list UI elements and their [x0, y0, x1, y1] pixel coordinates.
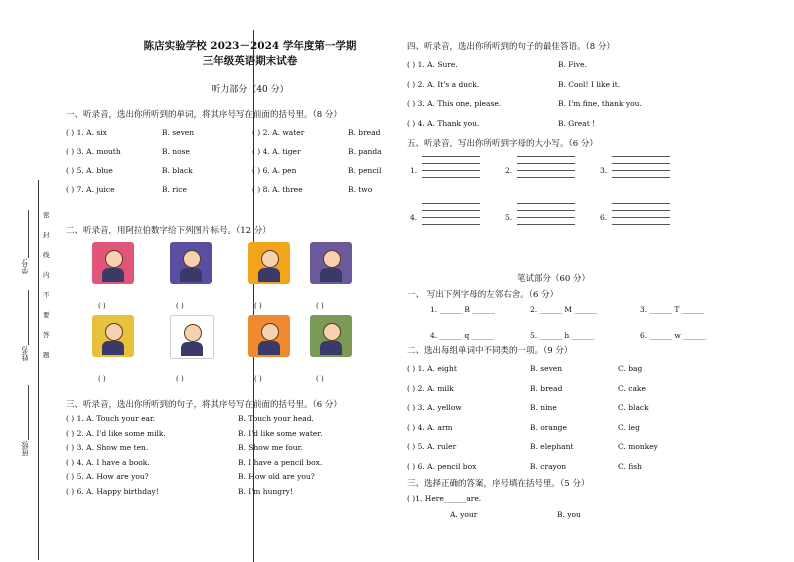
- letter-neighbor-6[interactable]: 6. ______ w ______: [640, 331, 706, 340]
- sec1-item-1-option-b: B. seven: [162, 128, 195, 137]
- written-s1-title: 一、 写出下列字母的左邻右舍。（6 分）: [407, 290, 559, 300]
- sec1-item-6[interactable]: ( ) 6. A. pen: [252, 166, 297, 175]
- guide-line: [517, 170, 575, 171]
- sec5-num-1: 1.: [410, 166, 418, 175]
- letter-neighbor-3[interactable]: 3. ______ T ______: [640, 305, 705, 314]
- student-id-blank[interactable]: [28, 210, 30, 258]
- picture-bracket-4[interactable]: ( ): [316, 302, 324, 310]
- child-head-icon: [184, 324, 202, 342]
- guide-line: [517, 163, 575, 164]
- handwriting-lines-6[interactable]: [612, 203, 672, 233]
- sec5-num-3: 3.: [600, 166, 608, 175]
- sec4-item-1[interactable]: ( ) 1. A. Sure.: [407, 60, 458, 69]
- binding-line: [38, 180, 39, 560]
- guide-line: [517, 156, 575, 157]
- sec3-item-4[interactable]: ( ) 4. A. I have a book.: [66, 457, 150, 467]
- class-label: 班级:: [21, 440, 29, 457]
- child-head-icon: [323, 250, 341, 268]
- student-id-label: 学号:: [21, 258, 29, 275]
- listening-part-heading: 听力部分（40 分）: [211, 85, 289, 95]
- sec1-item-4[interactable]: ( ) 4. A. tiger: [252, 147, 301, 156]
- sec1-item-4-option-b: B. panda: [348, 147, 382, 156]
- written-s3-q1[interactable]: ( )1. Here______are.: [407, 494, 482, 503]
- picture-bracket-5[interactable]: ( ): [98, 375, 106, 383]
- child-body-icon: [181, 342, 203, 356]
- name-blank[interactable]: [28, 290, 30, 345]
- picture-3: [248, 242, 290, 284]
- picture-bracket-7[interactable]: ( ): [254, 375, 262, 383]
- guide-line: [422, 224, 480, 225]
- sec3-item-2[interactable]: ( ) 2. A. I'd like some milk.: [66, 428, 166, 438]
- guide-line: [612, 210, 670, 211]
- sec1-item-5-option-b: B. black: [162, 166, 193, 175]
- guide-line: [517, 224, 575, 225]
- sec4-item-3[interactable]: ( ) 3. A. This one, please.: [407, 99, 502, 108]
- child-head-icon: [323, 323, 341, 341]
- written-s3-q1-option-b: B. you: [557, 510, 581, 519]
- child-body-icon: [180, 268, 202, 282]
- sec1-item-3-option-b: B. nose: [162, 147, 190, 156]
- seal-char: 答: [43, 331, 50, 339]
- sec3-item-1-option-b: B. Touch your head.: [238, 414, 314, 423]
- picture-2: [170, 242, 212, 284]
- seal-char: 线: [43, 251, 50, 259]
- odd-one-out-item-1-option-b: B. seven: [530, 364, 563, 373]
- handwriting-lines-4[interactable]: [422, 203, 482, 233]
- odd-one-out-item-4-option-b: B. orange: [530, 422, 567, 432]
- letter-neighbor-4[interactable]: 4. ______ q ______: [430, 331, 495, 340]
- guide-line: [422, 203, 480, 204]
- sec3-item-1[interactable]: ( ) 1. A. Touch your ear.: [66, 414, 156, 423]
- sec1-item-1[interactable]: ( ) 1. A. six: [66, 128, 107, 137]
- sec3-item-5[interactable]: ( ) 5. A. How are you?: [66, 472, 149, 481]
- picture-bracket-2[interactable]: ( ): [176, 302, 184, 310]
- child-head-icon: [105, 250, 123, 268]
- written-s2-title: 二、选出每组单词中不同类的一项。（9 分）: [407, 346, 573, 356]
- written-s3-title: 三、选择正确的答案，序号填在括号里。（5 分）: [407, 479, 590, 489]
- odd-one-out-item-6-option-c: C. fish: [618, 461, 642, 471]
- sec4-item-4-option-b: B. Great !: [558, 118, 596, 128]
- guide-line: [422, 210, 480, 211]
- sec4-item-4[interactable]: ( ) 4. A. Thank you.: [407, 118, 480, 128]
- picture-1: [92, 242, 134, 284]
- odd-one-out-item-6-option-b: B. crayon: [530, 461, 567, 471]
- sec1-item-2[interactable]: ( ) 2. A. water: [252, 128, 305, 137]
- picture-5: [92, 315, 134, 357]
- written-s3-q1-option-a: A. your: [450, 510, 478, 519]
- seal-char: 密: [43, 211, 50, 219]
- odd-one-out-item-2[interactable]: ( ) 2. A. milk: [407, 383, 454, 393]
- handwriting-lines-1[interactable]: [422, 156, 482, 186]
- sec5-num-2: 2.: [505, 166, 513, 175]
- sec5-num-5: 5.: [505, 213, 513, 222]
- child-body-icon: [102, 268, 124, 282]
- letter-neighbor-2[interactable]: 2. ______ M ______: [530, 305, 597, 314]
- sec3-item-3[interactable]: ( ) 3. A. Show me ten.: [66, 443, 149, 452]
- sec3-item-6-option-b: B. I'm hungry!: [238, 486, 293, 496]
- sec4-item-1-option-b: B. Five.: [558, 60, 587, 69]
- guide-line: [612, 217, 670, 218]
- odd-one-out-item-6[interactable]: ( ) 6. A. pencil box: [407, 461, 477, 471]
- child-head-icon: [261, 323, 279, 341]
- child-body-icon: [320, 268, 342, 282]
- guide-line: [612, 156, 670, 157]
- odd-one-out-item-4[interactable]: ( ) 4. A. arm: [407, 422, 453, 432]
- sec1-item-5[interactable]: ( ) 5. A. blue: [66, 166, 113, 175]
- letter-neighbor-5[interactable]: 5. ______ h ______: [530, 331, 595, 340]
- sec3-item-4-option-b: B. I have a pencil box.: [238, 457, 323, 467]
- child-body-icon: [320, 341, 342, 355]
- guide-line: [422, 156, 480, 157]
- odd-one-out-item-5-option-c: C. monkey: [618, 442, 658, 451]
- sec2-title: 二、听录音，用阿拉伯数字给下列图片标号。（12 分）: [66, 226, 271, 236]
- handwriting-lines-2[interactable]: [517, 156, 577, 186]
- guide-line: [517, 177, 575, 178]
- seal-char: 题: [43, 351, 50, 359]
- odd-one-out-item-5-option-b: B. elephant: [530, 442, 574, 451]
- exam-subtitle: 三年级英语期末试卷: [202, 55, 298, 67]
- sec3-item-3-option-b: B. Show me four.: [238, 443, 303, 452]
- picture-bracket-1[interactable]: ( ): [98, 302, 106, 310]
- guide-line: [612, 224, 670, 225]
- seal-char: 封: [43, 231, 50, 239]
- odd-one-out-item-4-option-c: C. leg: [618, 422, 640, 432]
- guide-line: [612, 177, 670, 178]
- picture-7: [248, 315, 290, 357]
- guide-line: [612, 170, 670, 171]
- sec1-item-3[interactable]: ( ) 3. A. mouth: [66, 147, 121, 156]
- sec4-item-2-option-b: B. Cool! I like it.: [558, 79, 621, 89]
- letter-neighbor-1[interactable]: 1. ______ B ______: [430, 305, 495, 314]
- odd-one-out-item-1-option-c: C. bag: [618, 364, 643, 373]
- picture-bracket-3[interactable]: ( ): [254, 302, 262, 310]
- guide-line: [517, 210, 575, 211]
- guide-line: [422, 170, 480, 171]
- sec4-item-2[interactable]: ( ) 2. A. It's a duck.: [407, 79, 480, 89]
- guide-line: [422, 177, 480, 178]
- child-head-icon: [105, 323, 123, 341]
- odd-one-out-item-3-option-b: B. nine: [530, 403, 557, 412]
- sec1-item-8-option-b: B. two: [348, 185, 373, 194]
- written-part-heading: 笔试部分（60 分）: [517, 274, 591, 284]
- sec1-item-6-option-b: B. pencil: [348, 166, 382, 175]
- seal-char: 要: [43, 311, 50, 319]
- child-head-icon: [261, 250, 279, 268]
- odd-one-out-item-5[interactable]: ( ) 5. A. ruler: [407, 442, 457, 451]
- sec5-title: 五、听录音，写出你所听到字母的大小写。（6 分）: [407, 139, 598, 149]
- sec4-item-3-option-b: B. I'm fine, thank you.: [558, 99, 642, 108]
- picture-4: [310, 242, 352, 284]
- exam-title: 陈店实验学校 2023－2024 学年度第一学期: [143, 40, 357, 52]
- seal-char: 不: [43, 291, 50, 299]
- sec1-item-8[interactable]: ( ) 8. A. three: [252, 185, 303, 194]
- odd-one-out-item-2-option-c: C. cake: [618, 383, 646, 393]
- picture-bracket-8[interactable]: ( ): [316, 375, 324, 383]
- sec3-item-6[interactable]: ( ) 6. A. Happy birthday!: [66, 486, 159, 496]
- class-blank[interactable]: [28, 385, 30, 440]
- sec3-item-5-option-b: B. How old are you?: [238, 472, 315, 481]
- handwriting-lines-3[interactable]: [612, 156, 672, 186]
- child-body-icon: [102, 341, 124, 355]
- picture-6: [170, 315, 214, 359]
- sec1-title: 一、听录音，选出你所听到的单词，将其序号写在前面的括号里。（8 分）: [66, 110, 342, 120]
- picture-8: [310, 315, 352, 357]
- sec1-item-7-option-b: B. rice: [162, 185, 187, 194]
- sec1-item-2-option-b: B. bread: [348, 128, 381, 137]
- guide-line: [422, 217, 480, 218]
- sec5-num-6: 6.: [600, 213, 608, 222]
- sec1-item-7[interactable]: ( ) 7. A. juice: [66, 185, 115, 194]
- child-body-icon: [258, 268, 280, 282]
- odd-one-out-item-3-option-c: C. black: [618, 403, 649, 412]
- odd-one-out-item-3[interactable]: ( ) 3. A. yellow: [407, 403, 462, 412]
- guide-line: [517, 217, 575, 218]
- sec5-num-4: 4.: [410, 213, 418, 222]
- sec3-title: 三、听录音，选出你所听到的句子，将其序号写在前面的括号里。（6 分）: [66, 400, 342, 410]
- sec4-title: 四、听录音，选出你所听到的句子的最佳答语。（8 分）: [407, 42, 615, 52]
- name-label: 姓名:: [21, 345, 29, 362]
- odd-one-out-item-2-option-b: B. bread: [530, 383, 563, 393]
- odd-one-out-item-1[interactable]: ( ) 1. A. eight: [407, 364, 457, 373]
- guide-line: [612, 163, 670, 164]
- guide-line: [517, 203, 575, 204]
- sec3-item-2-option-b: B. I'd like some water.: [238, 428, 323, 438]
- guide-line: [422, 163, 480, 164]
- guide-line: [612, 203, 670, 204]
- seal-char: 内: [43, 271, 50, 279]
- picture-bracket-6[interactable]: ( ): [176, 375, 184, 383]
- handwriting-lines-5[interactable]: [517, 203, 577, 233]
- child-body-icon: [258, 341, 280, 355]
- child-head-icon: [183, 250, 201, 268]
